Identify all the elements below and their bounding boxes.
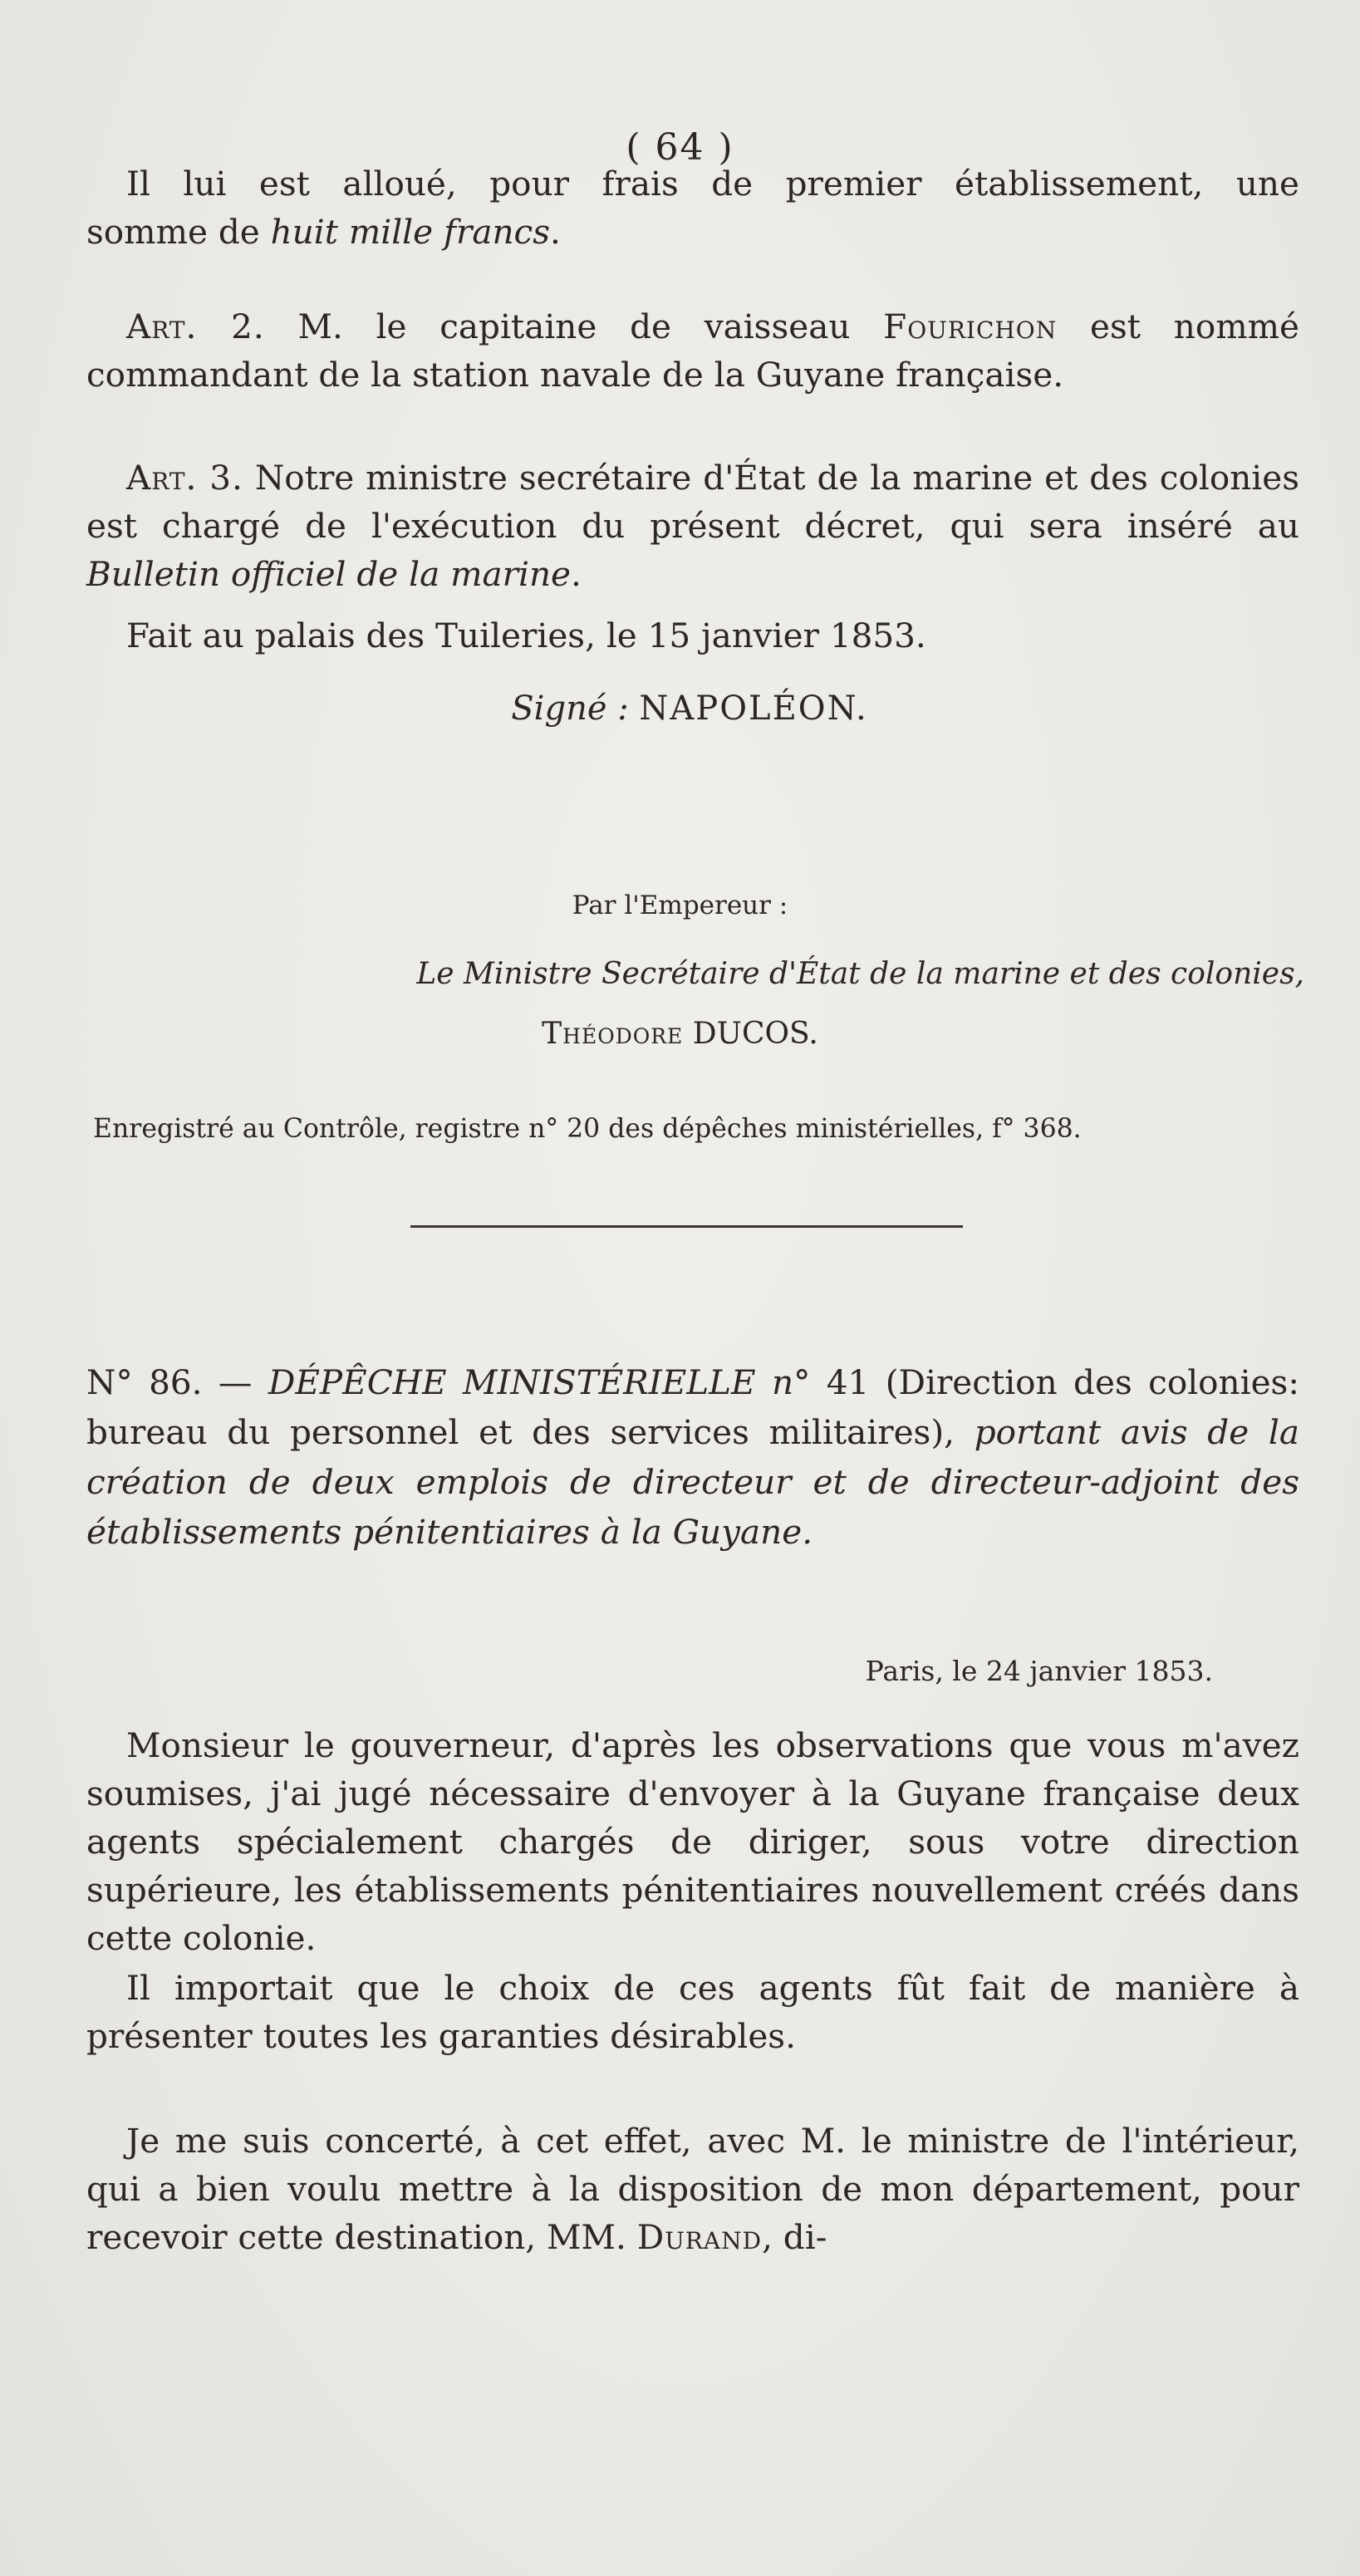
- signature-line: [233, 689, 1146, 728]
- text: somme de: [86, 212, 271, 252]
- letter-paragraph-3: [86, 2117, 1299, 2261]
- text: .: [571, 554, 582, 594]
- depeche-direction: (Direction des colonies: bureau du personnel et des services militaires),: [86, 1362, 1299, 1452]
- text: est nommé commandant de la station navale de la Guyane française.: [86, 307, 1299, 395]
- text: M. le capitaine de vaisseau: [264, 307, 884, 346]
- fait-line: Fait au palais des Tuileries, le 15 janvier 1853.: [126, 616, 926, 655]
- article-3: [86, 454, 1299, 598]
- letter-paragraph-2: Il importait que le choix de ces agents fût fait de manière à présenter toutes les garanties désirables.: [86, 1968, 1299, 2056]
- depeche-heading: [86, 1357, 1299, 1557]
- section-divider: [410, 1225, 963, 1228]
- text: Je me suis concerté, à cet effet, avec M. le ministre de l'intérieur, qui a bien voulu mettre à la disposition de mon département, pour recevoir cette destination, MM.: [86, 2121, 1299, 2257]
- text: Notre ministre secrétaire d'État de la marine et des colonies est chargé de l'exécution du présent décret, qui sera inséré au: [86, 458, 1299, 546]
- article-2: [86, 302, 1299, 399]
- article-label: Art. 3.: [126, 458, 243, 498]
- paragraph-line: [86, 208, 1299, 256]
- minister-first-name: Théodore: [542, 1017, 684, 1051]
- amount-italic: huit mille francs: [270, 212, 551, 252]
- text: .: [550, 212, 561, 252]
- depeche-title: DÉPÊCHE MINISTÉRIELLE: [268, 1362, 756, 1402]
- minister-title: Le Ministre Secrétaire d'État de la marine et des colonies,: [416, 957, 1304, 991]
- dash: —: [202, 1362, 268, 1402]
- par-empereur: Par l'Empereur :: [572, 891, 788, 920]
- signatory-name: NAPOLÉON.: [639, 689, 868, 728]
- depeche-num-label: n°: [755, 1362, 811, 1402]
- paragraph-line: Il lui est alloué, pour frais de premier établissement, une: [126, 164, 1299, 204]
- person-name: Fourichon: [883, 307, 1058, 346]
- page-number: ( 64 ): [626, 126, 734, 169]
- depeche-num: 41: [810, 1362, 870, 1402]
- paragraph-allocation: [86, 159, 1299, 256]
- person-name: Durand: [636, 2217, 763, 2257]
- bulletin-title: Bulletin officiel de la marine: [86, 554, 572, 594]
- article-label: Art. 2.: [126, 307, 265, 346]
- signe-label: Signé :: [511, 689, 629, 728]
- minister-name: [0, 1017, 1360, 1051]
- depeche-date: Paris, le 24 janvier 1853.: [865, 1655, 1213, 1687]
- letter-paragraph-1: Monsieur le gouverneur, d'après les observations que vous m'avez soumises, j'ai jugé nécessaire d'envoyer à la Guyane française deux agents spécialement chargés de diriger, sous votre direction supérieure, les établissements pénitentiaires nouvellement créés dans cette colonie.: [86, 1725, 1299, 1958]
- minister-last-name: DUCOS.: [692, 1017, 818, 1051]
- depeche-subject: portant avis de la création de deux emplois de directeur et de directeur-adjoint des établissements pénitentiaires à la Guyane.: [86, 1412, 1299, 1552]
- depeche-number: N° 86.: [86, 1362, 203, 1402]
- text: , di-: [762, 2217, 827, 2257]
- enregistre-line: Enregistré au Contrôle, registre n° 20 des dépêches ministérielles, f° 368.: [93, 1114, 1082, 1144]
